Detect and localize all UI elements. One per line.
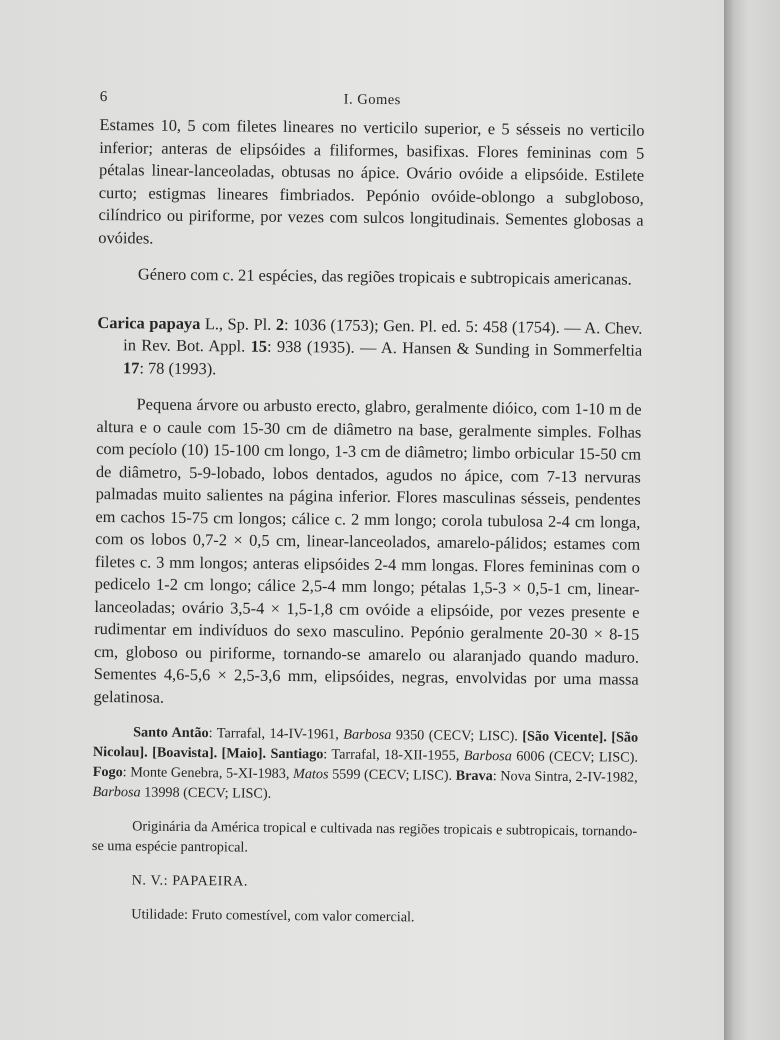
book-page bbox=[91, 80, 645, 930]
running-title: I. Gomes bbox=[343, 91, 401, 109]
genus-note: Género com c. 21 espécies, das regiões tropicais e subtropicais americanas. bbox=[137, 264, 632, 289]
vernacular-name: N. V.: PAPAEIRA. bbox=[131, 872, 249, 890]
utility-note: Utilidade: Fruto comestível, com valor comercial. bbox=[131, 906, 415, 926]
genus-description: Estames 10, 5 com filetes lineares no verticilo superior, e 5 sésseis no verticilo inferior; anteras de elipsóides a filiformes, basifixas. Flores femininas com 5 pétalas linear-lanceoladas, obtusas no ápice. Ovário ovóide a elipsóide. Estilete curto; estigmas lineares fimbriados. Pepónio ovóide-oblongo a subgloboso, cilíndrico ou piriforme, por vezes com sulcos longitudinais. Sementes globosas a ovóides. bbox=[98, 114, 645, 248]
origin-note: Originária da América tropical e cultivada nas regiões tropicais e subtropicais, tornando-se uma espécie pantropical. bbox=[91, 818, 638, 856]
species-name: Carica papaya bbox=[97, 312, 201, 333]
page-number: 6 bbox=[99, 88, 108, 106]
species-description: Pequena árvore ou arbusto erecto, glabro, geralmente dióico, com 1-10 m de altura e o caule com 15-30 cm de diâmetro na base, geralmente simples. Folhas com pecíolo (10) 15-100 cm longo, 1-3 cm de diâmetro; limbo orbicular 15-50 cm de diâmetro, 5-9-lobado, lobos dentados, agudos no ápice, com 7-13 nervuras palmadas muito salientes na página inferior. Flores masculinas sésseis, pendentes em cachos 15-75 cm longos; cálice c. 2 mm longo; corola tubulosa 2-4 cm longa, com os lobos 0,7-2 × 0,5 cm, linear-lanceolados, amarelo-pálidos; estames com filetes c. 3 mm longos; anteras elipsóides 2-4 mm longas. Flores femininas com o pedicelo 1-2 cm longo; cálice 2,5-4 mm longo; pétalas 1,5-3 × 0,5-1 cm, linear-lanceoladas; ovário 3,5-4 × 1,5-1,8 cm ovóide a elipsóide, por vezes presente e rudimentar em indivíduos do sexo masculino. Pepónio geralmente 20-30 × 8-15 cm, globoso ou piriforme, tornando-se amarelo ou alaranjado quando maduro. Sementes 4,6-5,6 × 2,5-3,6 mm, elipsóides, negras, envolvidas por uma massa gelatinosa. bbox=[93, 394, 642, 707]
species-citation: Carica papaya L., Sp. Pl. 2: 1036 (1753); Gen. Pl. ed. 5: 458 (1754). — A. Chev. in Rev. Bot. Appl. 15: 938 (1935). — A. Hansen & Sunding in Sommerfeltia 17: 78 (1993). bbox=[97, 312, 643, 378]
specimens-examined: Santo Antão: Tarrafal, 14-IV-1961, Barbosa 9350 (CECV; LISC). [São Vicente]. [São Nicolau]. [Boavista]. [Maio]. Santiago: Tarrafal, 18-XII-1955, Barbosa 6006 (CECV; LISC). Fogo: Monte Genebra, 5-XI-1983, Matos 5599 (CECV; LISC). Brava: Nova Sintra, 2-IV-1982, Barbosa 13998 (CECV; LISC). bbox=[92, 724, 639, 802]
page-header bbox=[100, 80, 645, 120]
book-edge bbox=[724, 0, 780, 1040]
